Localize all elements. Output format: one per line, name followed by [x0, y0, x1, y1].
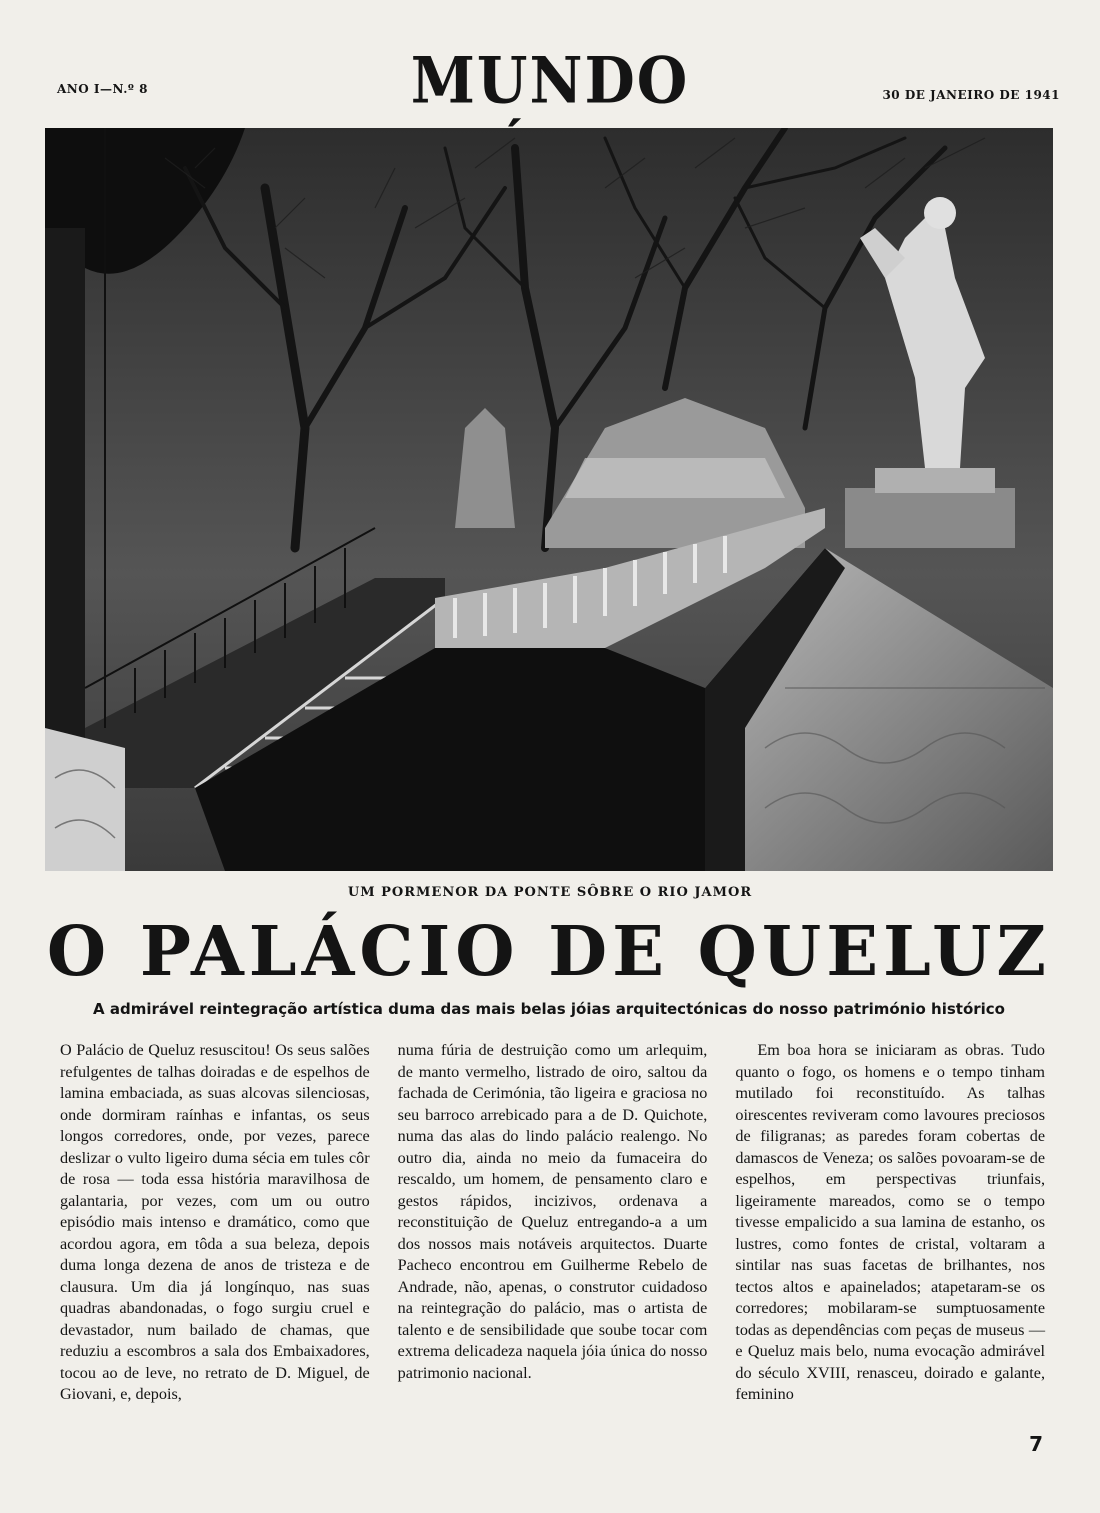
article-paragraph: numa fúria de destruição como um arlequim, de manto vermelho, listrado de oiro, saltou da fachada de Cerimónia, tão ligeira e graciosa no seu barroco arrebicado para a de D. Quichote, numa das alas do lindo palácio realengo. No outro dia, ainda no meio da fumaceira do rescaldo, um homem, de pensamento claro e gestos rápidos, incizivos, ordenava a reconstituição de Queluz entregando-a a um dos nossos mais notáveis arquitectos. Duarte Pacheco encontrou em Guilherme Rebelo de Andrade, não, apenas, o construtor cuidadoso na reintegração do palácio, mas o artista de talento e de sensibilidade que soube tocar com extrema delicadeza naquela jóia única do nosso patrimonio nacional. — [397, 1041, 708, 1382]
article-paragraph: Em boa hora se iniciaram as obras. Tudo quanto o fogo, os homens e o tempo tinham mutilado foi reconstituído. As talhas oirescentes reviveram como lavoures preciosos de filigranas; as paredes foram cobertas de damascos de Veneza; os salões povoaram-se de espelhos, em perspectivas triunfais, ligeiramente mareados, como se o tempo tivesse empalicido a sua lamina de estanho, os lustres, como fontes de cristal, voltaram a sintilar nas suas facetas de brilhantes, nos tectos altos e apainelados; atapetaram-se os corredores; mobilaram-se sumptuosamente todas as dependências com peças de museus — e Queluz mais belo, numa evocação admirável do século XVIII, renasceu, doirado e galante, feminino — [735, 1041, 1046, 1403]
photo-illustration — [45, 128, 1053, 871]
article-paragraph: O Palácio de Queluz resuscitou! Os seus salões refulgentes de talhas doiradas e de espelhos de lamina embaciada, as suas alcovas silenciosas, onde dormiram raínhas e infantas, os seus longos corredores, onde, por vezes, parece deslizar o vulto ligeiro duma sécia em tules côr de rosa — toda essa história maravilhosa de galantaria, por vezes, com um ou outro episódio mais intenso e dramático, como que acordou agora, em tôda a sua beleza, depois duma longa dezena de anos de tristeza e de clausura. Um dia já longínquo, nas suas quadras abandonadas, o fogo surgiu cruel e devastador, num bailado de chamas, que reduziu a escombros a sala dos Embaixadores, tocou ao de leve, no retrato de D. Miguel, de Giovani, e, depois, — [60, 1041, 370, 1403]
photo-caption: UM PORMENOR DA PONTE SÔBRE O RIO JAMOR — [347, 885, 753, 900]
masthead — [0, 0, 1100, 130]
article-column-2 — [398, 1040, 708, 1450]
article-column-3 — [735, 1040, 1045, 1450]
page-number: 7 — [1029, 1432, 1043, 1456]
bridge-photograph — [45, 128, 1053, 871]
article-subheadline: A admirável reintegração artística duma das mais belas jóias arquitectónicas do nosso património histórico — [93, 1000, 1005, 1018]
issue-number: ANO I—N.º 8 — [57, 82, 148, 96]
publication-title: MUNDO — [410, 43, 690, 118]
article-column-1 — [60, 1040, 370, 1450]
issue-date: 30 DE JANEIRO DE 1941 — [882, 88, 1060, 102]
article-headline: O PALÁCIO DE QUELUZ — [46, 912, 1052, 992]
article-body — [60, 1040, 1045, 1450]
